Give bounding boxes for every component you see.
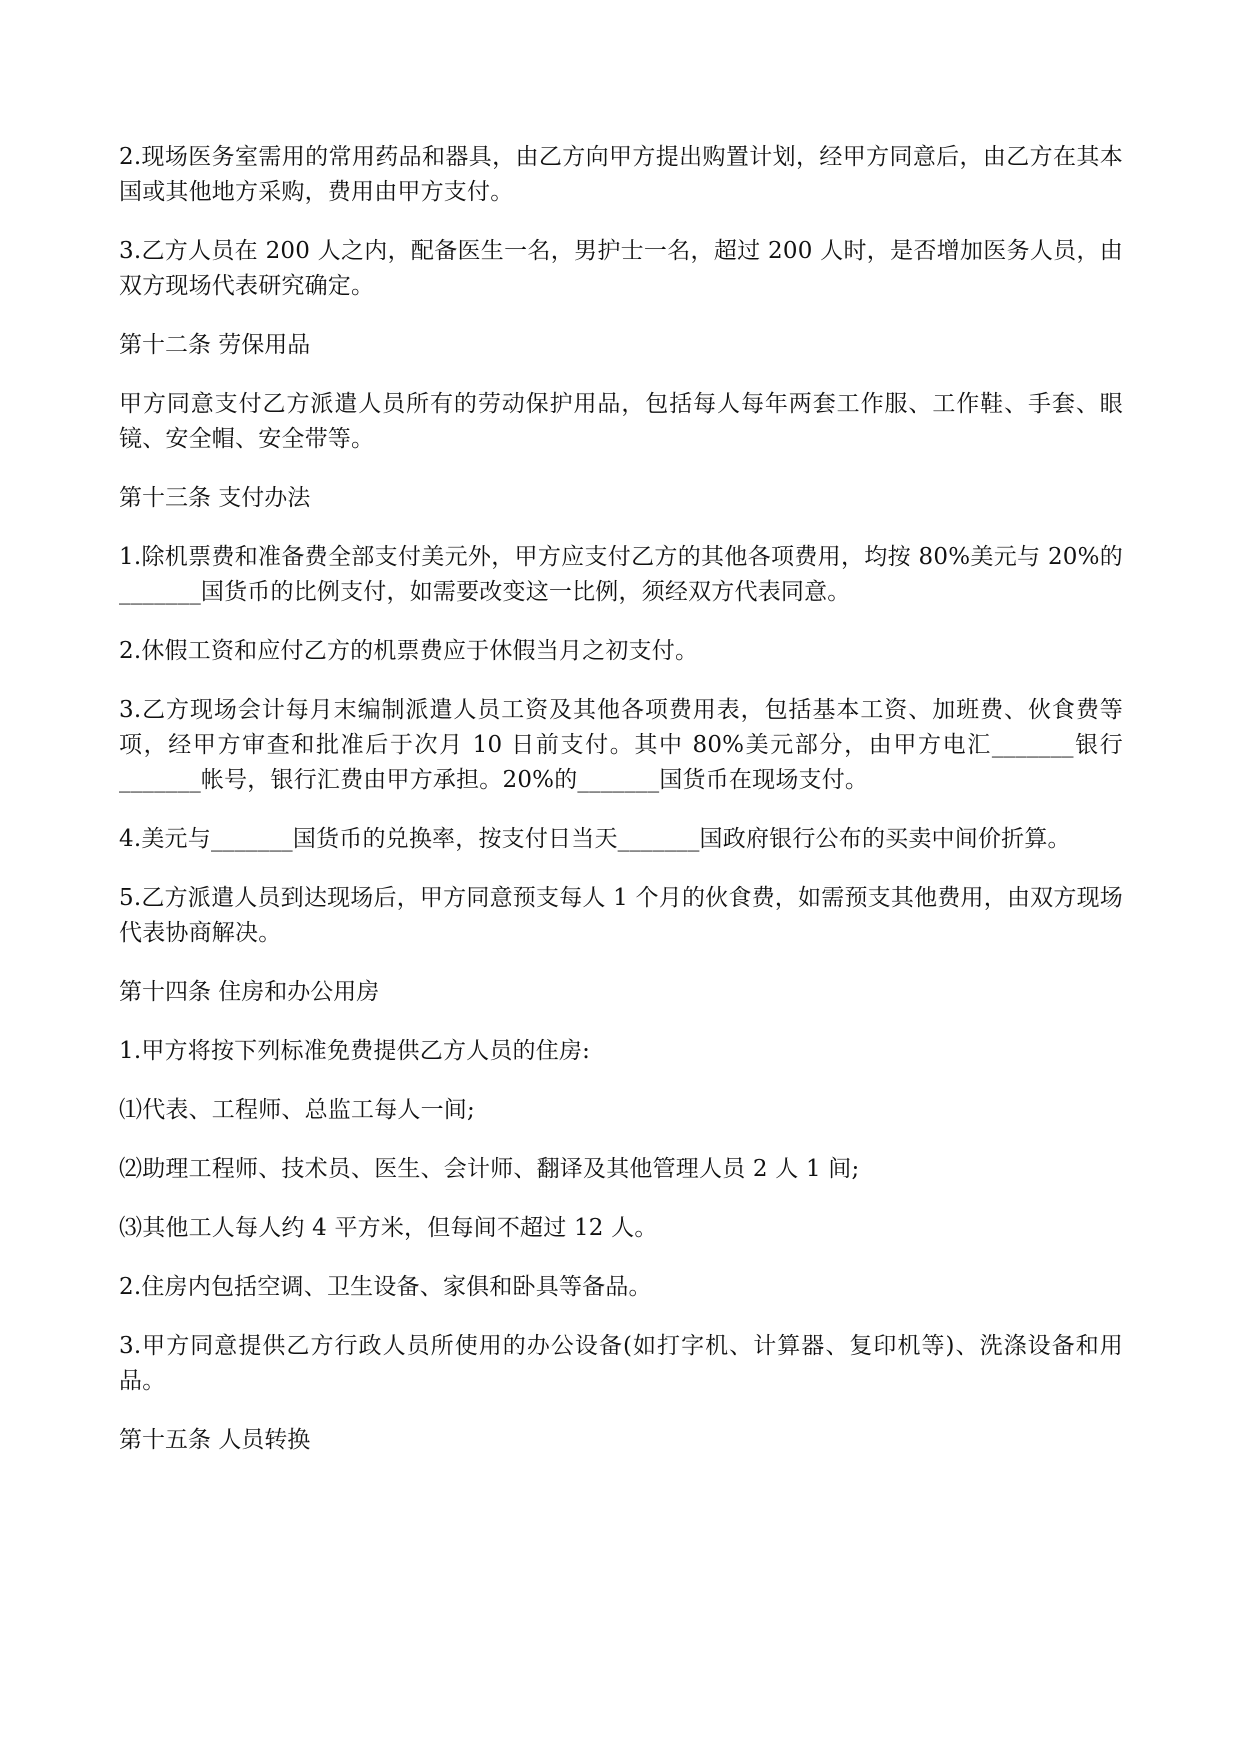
clause-13-item-3: 3.乙方现场会计每月末编制派遣人员工资及其他各项费用表，包括基本工资、加班费、伙食费等项，经甲方审查和批准后于次月 10 日前支付。其中 80%美元部分，由甲方电汇_______银行_______帐号，银行汇费由甲方承担。20%的_______国货币在现场支付。: [119, 697, 1123, 793]
document-page: [119, 140, 1123, 1482]
clause-11-item-2: 2.现场医务室需用的常用药品和器具，由乙方向甲方提出购置计划，经甲方同意后，由乙方在其本国或其他地方采购，费用由甲方支付。: [119, 144, 1123, 205]
clause-14-item-1-sub-2: ⑵助理工程师、技术员、医生、会计师、翻译及其他管理人员 2 人 1 间;: [119, 1156, 860, 1182]
clause-14-item-1: 1.甲方将按下列标准免费提供乙方人员的住房:: [119, 1038, 591, 1064]
clause-13-item-1: 1.除机票费和准备费全部支付美元外，甲方应支付乙方的其他各项费用，均按 80%美元与 20%的_______国货币的比例支付，如需要改变这一比例，须经双方代表同意。: [119, 544, 1123, 605]
clause-14-item-1-sub-1: ⑴代表、工程师、总监工每人一间;: [119, 1097, 475, 1123]
clause-14-heading: 第十四条 住房和办公用房: [119, 979, 380, 1005]
clause-13-item-4: 4.美元与_______国货币的兑换率，按支付日当天_______国政府银行公布的买卖中间价折算。: [119, 826, 1071, 852]
clause-13-heading: 第十三条 支付办法: [119, 485, 311, 511]
clause-12-body: 甲方同意支付乙方派遣人员所有的劳动保护用品，包括每人每年两套工作服、工作鞋、手套、眼镜、安全帽、安全带等。: [119, 391, 1123, 452]
clause-13-item-5: 5.乙方派遣人员到达现场后，甲方同意预支每人 1 个月的伙食费，如需预支其他费用，由双方现场代表协商解决。: [119, 885, 1123, 946]
clause-14-item-3: 3.甲方同意提供乙方行政人员所使用的办公设备(如打字机、计算器、复印机等)、洗涤设备和用品。: [119, 1333, 1123, 1394]
clause-11-item-3: 3.乙方人员在 200 人之内，配备医生一名，男护士一名，超过 200 人时，是否增加医务人员，由双方现场代表研究确定。: [119, 238, 1123, 299]
clause-12-heading: 第十二条 劳保用品: [119, 332, 311, 358]
clause-14-item-1-sub-3: ⑶其他工人每人约 4 平方米，但每间不超过 12 人。: [119, 1215, 658, 1241]
clause-13-item-2: 2.休假工资和应付乙方的机票费应于休假当月之初支付。: [119, 638, 699, 664]
clause-15-heading: 第十五条 人员转换: [119, 1427, 311, 1453]
clause-14-item-2: 2.住房内包括空调、卫生设备、家俱和卧具等备品。: [119, 1274, 652, 1300]
